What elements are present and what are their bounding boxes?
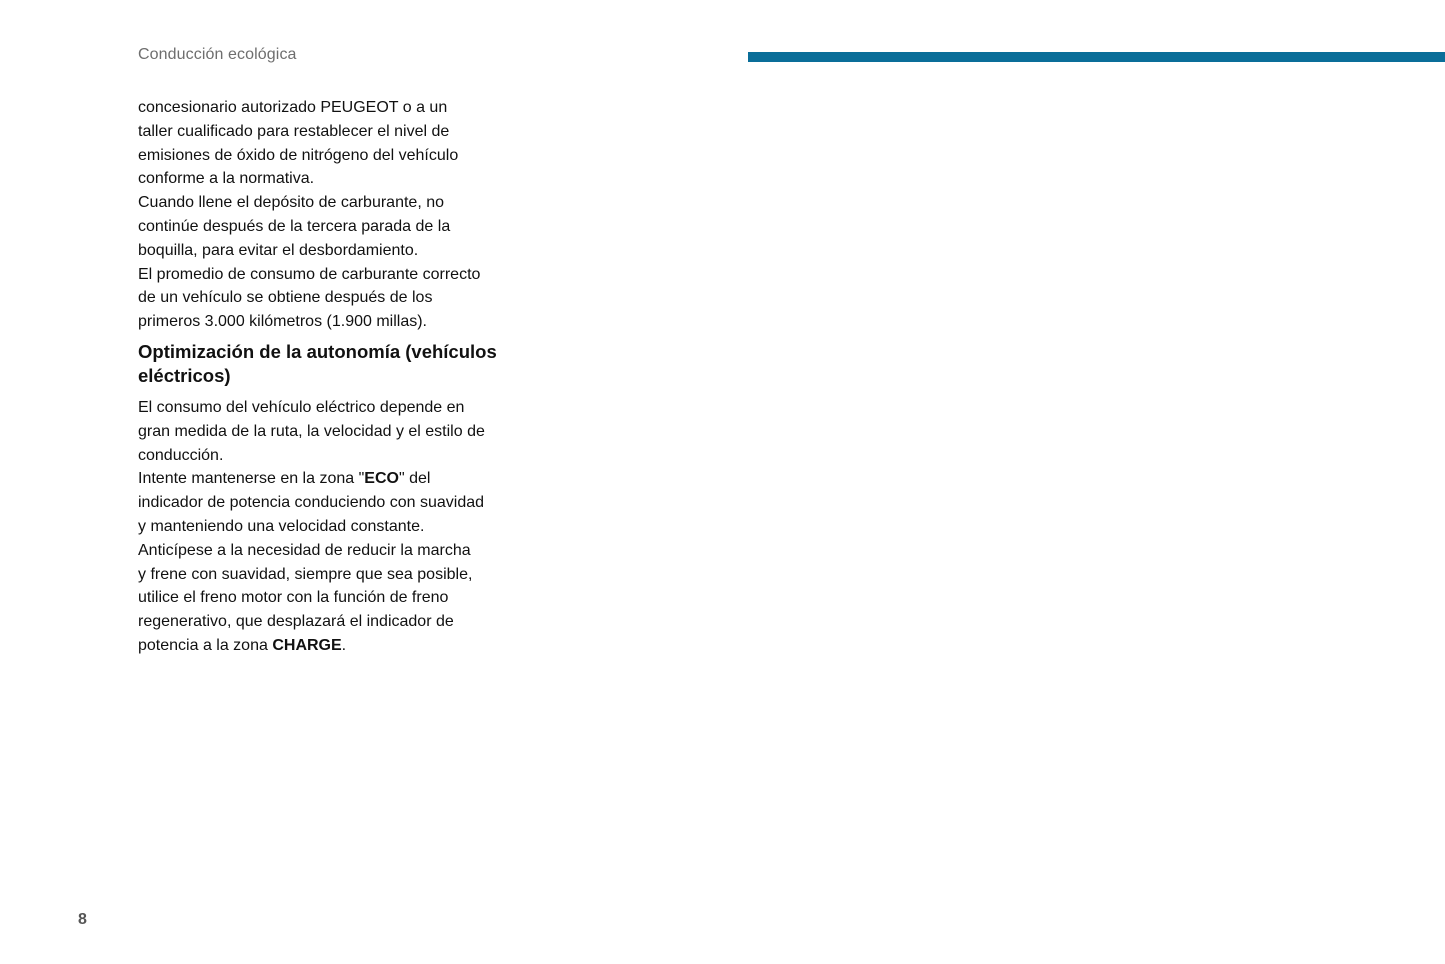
heading-line: Optimización de la autonomía (vehículos (138, 340, 497, 362)
header-accent-rule (748, 52, 1445, 62)
text-line: conducción. (138, 446, 224, 464)
text-line: El promedio de consumo de carburante correcto (138, 265, 481, 283)
text-line: utilice el freno motor con la función de freno (138, 589, 449, 607)
text-line: de un vehículo se obtiene después de los (138, 289, 433, 307)
text-line: primeros 3.000 kilómetros (1.900 millas). (138, 313, 427, 331)
text-line: y frene con suavidad, siempre que sea posible, (138, 565, 473, 583)
charge-zone-label: CHARGE (272, 636, 342, 654)
eco-zone-label: ECO (364, 470, 399, 488)
text-column (138, 96, 538, 658)
text-line: El consumo del vehículo eléctrico depende en (138, 398, 465, 416)
text-fragment: . (341, 636, 347, 654)
text-line: indicador de potencia conduciendo con suavidad (138, 494, 485, 512)
paragraph-emissions-fuel (138, 96, 538, 334)
text-line: regenerativo, que desplazará el indicador de (138, 613, 454, 631)
running-header: Conducción ecológica (138, 46, 297, 63)
text-line: emisiones de óxido de nitrógeno del vehículo (138, 146, 459, 164)
section-heading (138, 340, 538, 388)
text-line: Anticípese a la necesidad de reducir la marcha (138, 541, 471, 559)
text-fragment: " del (398, 470, 431, 488)
heading-line: eléctricos) (138, 364, 231, 386)
text-fragment: potencia a la zona (138, 636, 273, 654)
text-line: continúe después de la tercera parada de la (138, 217, 451, 235)
text-line: boquilla, para evitar el desbordamiento. (138, 241, 419, 259)
text-line: y manteniendo una velocidad constante. (138, 517, 425, 535)
text-line: taller cualificado para restablecer el nivel de (138, 122, 450, 140)
text-line: conforme a la normativa. (138, 170, 315, 188)
page-number: 8 (78, 911, 87, 928)
text-line: gran medida de la ruta, la velocidad y el estilo de (138, 422, 485, 440)
text-line: Cuando llene el depósito de carburante, no (138, 194, 444, 212)
paragraph-ev-autonomy (138, 396, 538, 658)
text-fragment: Intente mantenerse en la zona " (138, 470, 365, 488)
text-line: concesionario autorizado PEUGEOT o a un (138, 99, 448, 116)
